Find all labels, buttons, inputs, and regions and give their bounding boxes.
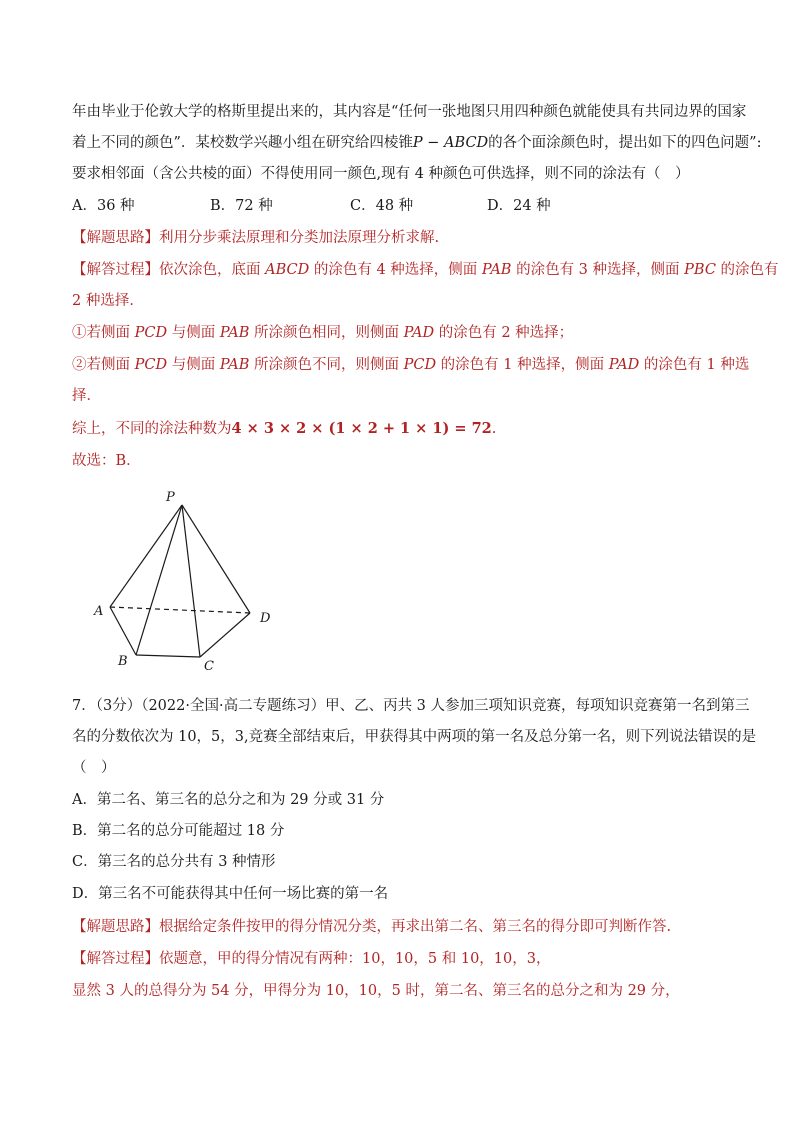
summary-formula: 4 × 3 × 2 × (1 × 2 + 1 × 1) = 72 <box>231 420 492 437</box>
p6-process-line2: 2 种选择． <box>72 293 144 309</box>
p6-case2-cont: 择． <box>72 388 101 404</box>
p7-last-line: 显然 3 人的总得分为 54 分，甲得分为 10，10，5 时，第二名、第三名的总分之和为 29 分， <box>72 983 680 999</box>
p7-process: 【解答过程】依题意，甲的得分情况有两种：10，10，5 和 10，10，3， <box>72 951 551 967</box>
label-D: D <box>260 611 271 626</box>
p7-line3: （ ） <box>72 760 116 776</box>
label-P: P <box>166 490 175 505</box>
p6-option-d: D．24 种 <box>487 198 551 214</box>
p7-line1: 7．（3分）（2022·全国·高二专题练习）甲、乙、丙共 3 人参加三项知识竞赛，每项知识竞赛第一名到第三 <box>72 698 750 714</box>
edge-PC <box>182 505 200 657</box>
idea-tag: 【解题思路】 <box>72 919 159 935</box>
p7-idea: 【解题思路】根据给定条件按甲的得分情况分类，再求出第二名、第三名的得分即可判断作答. <box>72 919 672 935</box>
p6-option-a: A．36 种 <box>72 198 135 214</box>
edge-PA <box>110 505 182 607</box>
edge-CD <box>200 613 250 657</box>
process-tag: 【解答过程】 <box>72 262 159 278</box>
pyramid-name: P − ABCD <box>412 135 489 151</box>
p6-answer: 故选：B． <box>72 453 141 469</box>
p6-options <box>72 196 551 216</box>
p6-line2: 着上不同的颜色”．某校数学兴趣小组在研究给四棱锥P − ABCD的各个面涂颜色时，提出如下的四色问题”: <box>72 135 762 151</box>
p6-process-line1: 【解答过程】依次涂色，底面 ABCD 的涂色有 4 种选择，侧面 PAB 的涂色有 3 种选择，侧面 PBC 的涂色有 <box>72 262 779 278</box>
p6-option-b: B．72 种 <box>210 198 273 214</box>
p7-option-a: A．第二名、第三名的总分之和为 29 分或 31 分 <box>72 792 385 808</box>
pyramid-figure <box>80 485 290 675</box>
edge-AB <box>110 607 136 655</box>
label-C: C <box>204 659 214 674</box>
p6-case1: ①若侧面 PCD 与侧面 PAB 所涂颜色相同，则侧面 PAD 的涂色有 2 种选择； <box>72 325 574 341</box>
p7-option-c: C．第三名的总分共有 3 种情形 <box>72 854 276 870</box>
edge-PB <box>136 505 182 655</box>
edge-PD <box>182 505 250 613</box>
process-tag: 【解答过程】 <box>72 951 159 967</box>
edge-AD-hidden <box>110 607 250 613</box>
p6-idea: 【解题思路】利用分步乘法原理和分类加法原理分析求解. <box>72 230 440 246</box>
p6-option-c: C．48 种 <box>350 198 414 214</box>
p6-line3: 要求相邻面（含公共棱的面）不得使用同一颜色,现有 4 种颜色可供选择，则不同的涂法有（ ） <box>72 166 690 182</box>
edge-BC <box>136 655 200 657</box>
label-A: A <box>94 604 104 619</box>
p6-case2: ②若侧面 PCD 与侧面 PAB 所涂颜色不同，则侧面 PCD 的涂色有 1 种选择，侧面 PAD 的涂色有 1 种选 <box>72 357 750 373</box>
p6-summary: 综上，不同的涂法种数为4 × 3 × 2 × (1 × 2 + 1 × 1) = 72. <box>72 420 497 437</box>
p7-option-d: D．第三名不可能获得其中任何一场比赛的第一名 <box>72 886 389 902</box>
label-B: B <box>118 654 128 669</box>
p7-option-b: B．第二名的总分可能超过 18 分 <box>72 823 285 839</box>
p6-line1: 年由毕业于伦敦大学的格斯里提出来的，其内容是“任何一张地图只用四种颜色就能使具有共同边界的国家 <box>72 104 747 120</box>
p7-line2: 名的分数依次为 10，5，3,竞赛全部结束后，甲获得其中两项的第一名及总分第一名，则下列说法错误的是 <box>72 729 757 745</box>
idea-tag: 【解题思路】 <box>72 230 159 246</box>
